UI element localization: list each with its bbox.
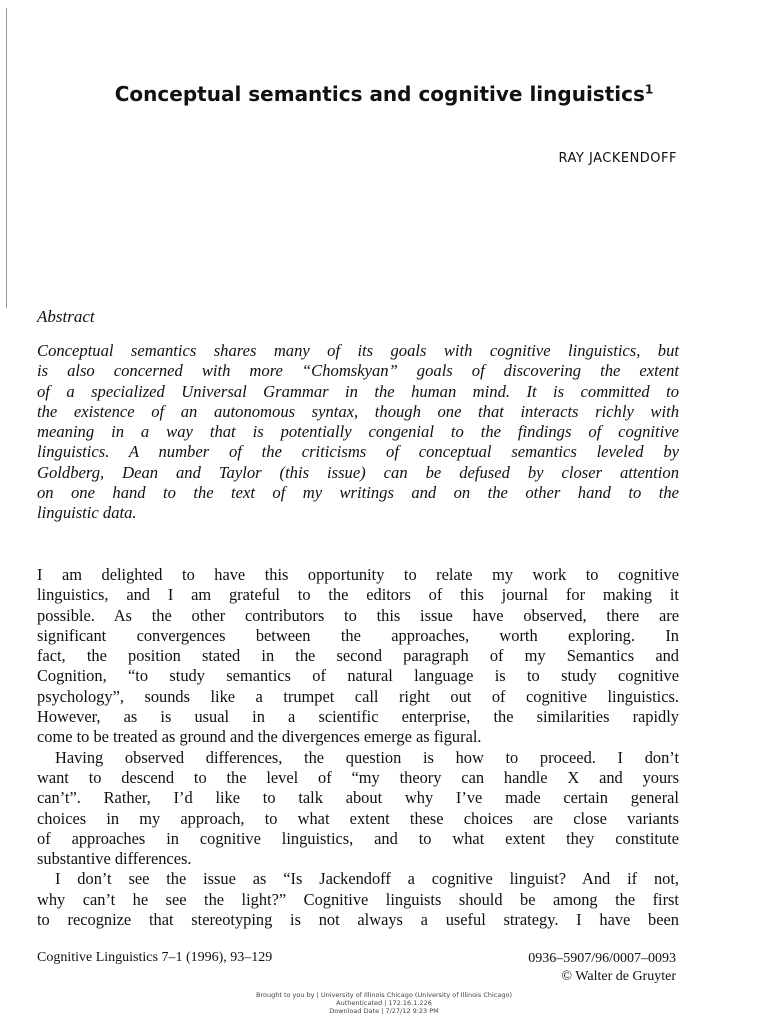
body-line: of approaches in cognitive linguistics, and to what extent they constitute <box>37 828 679 848</box>
abstract-text <box>37 341 679 524</box>
article-title <box>0 82 768 106</box>
abstract-line: Conceptual semantics shares many of its goals with cognitive linguistics, but <box>37 341 679 360</box>
download-line-source: Brought to you by | University of Illinois Chicago (University of Illinois Chicago) <box>256 991 512 999</box>
abstract-line: of a specialized Universal Grammar in the human mind. It is committed to <box>37 381 679 401</box>
body-line: I am delighted to have this opportunity to relate my work to cognitive <box>37 565 679 584</box>
body-line: fact, the position stated in the second paragraph of my Semantics and <box>37 646 679 666</box>
body-line: I don’t see the issue as “Is Jackendoff a cognitive linguist? And if not, <box>55 869 679 889</box>
body-line: Cognition, “to study semantics of natural language is to study cognitive <box>37 666 679 686</box>
publisher-copyright: © Walter de Gruyter <box>561 969 676 984</box>
download-line-auth: Authenticated | 172.16.1.226 <box>336 999 432 1007</box>
abstract-line: linguistic data. <box>37 503 137 523</box>
body-line: to recognize that stereotyping is not always a useful strategy. I have been <box>37 910 679 930</box>
abstract-line: Goldberg, Dean and Taylor (this issue) can be defused by closer attention <box>37 462 679 482</box>
body-line: However, as is usual in a scientific enterprise, the similarities rapidly <box>37 707 679 727</box>
body-line: significant convergences between the approaches, worth exploring. In <box>37 625 679 645</box>
body-text <box>37 565 679 930</box>
body-line: substantive differences. <box>37 849 192 869</box>
abstract-line: meaning in a way that is potentially congenial to the findings of cognitive <box>37 422 679 442</box>
body-line: possible. As the other contributors to this issue have observed, there are <box>37 605 679 625</box>
journal-citation: Cognitive Linguistics 7–1 (1996), 93–129 <box>37 950 273 965</box>
issn-code: 0936–5907/96/0007–0093 <box>528 951 676 966</box>
footer-right <box>528 950 676 986</box>
body-line: Having observed differences, the question is how to proceed. I don’t <box>55 747 679 767</box>
body-line: why can’t he see the light?” Cognitive linguists should be among the first <box>37 889 679 909</box>
page-edge-line <box>6 8 7 308</box>
download-watermark <box>0 991 768 1015</box>
author-name: RAY JACKENDOFF <box>558 151 677 166</box>
body-line: want to descend to the level of “my theory can handle X and yours <box>37 767 679 787</box>
title-footnote-marker: 1 <box>644 82 654 97</box>
body-line: choices in my approach, to what extent these choices are close variants <box>37 808 679 828</box>
download-line-date: Download Date | 7/27/12 9:23 PM <box>329 1007 439 1015</box>
abstract-line: on one hand to the text of my writings and on the other hand to the <box>37 483 679 503</box>
body-line: psychology”, sounds like a trumpet call right out of cognitive linguistics. <box>37 686 679 706</box>
body-line: can’t”. Rather, I’d like to talk about why I’ve made certain general <box>37 788 679 808</box>
abstract-line: is also concerned with more “Chomskyan” goals of discovering the extent <box>37 361 679 381</box>
body-line: linguistics, and I am grateful to the editors of this journal for making it <box>37 585 679 605</box>
article-title-text: Conceptual semantics and cognitive linguistics <box>114 82 645 106</box>
abstract-line: the existence of an autonomous syntax, though one that interacts richly with <box>37 401 679 421</box>
abstract-line: linguistics. A number of the criticisms of conceptual semantics leveled by <box>37 442 679 462</box>
body-line: come to be treated as ground and the divergences emerge as figural. <box>37 727 482 747</box>
abstract-heading: Abstract <box>37 307 95 326</box>
